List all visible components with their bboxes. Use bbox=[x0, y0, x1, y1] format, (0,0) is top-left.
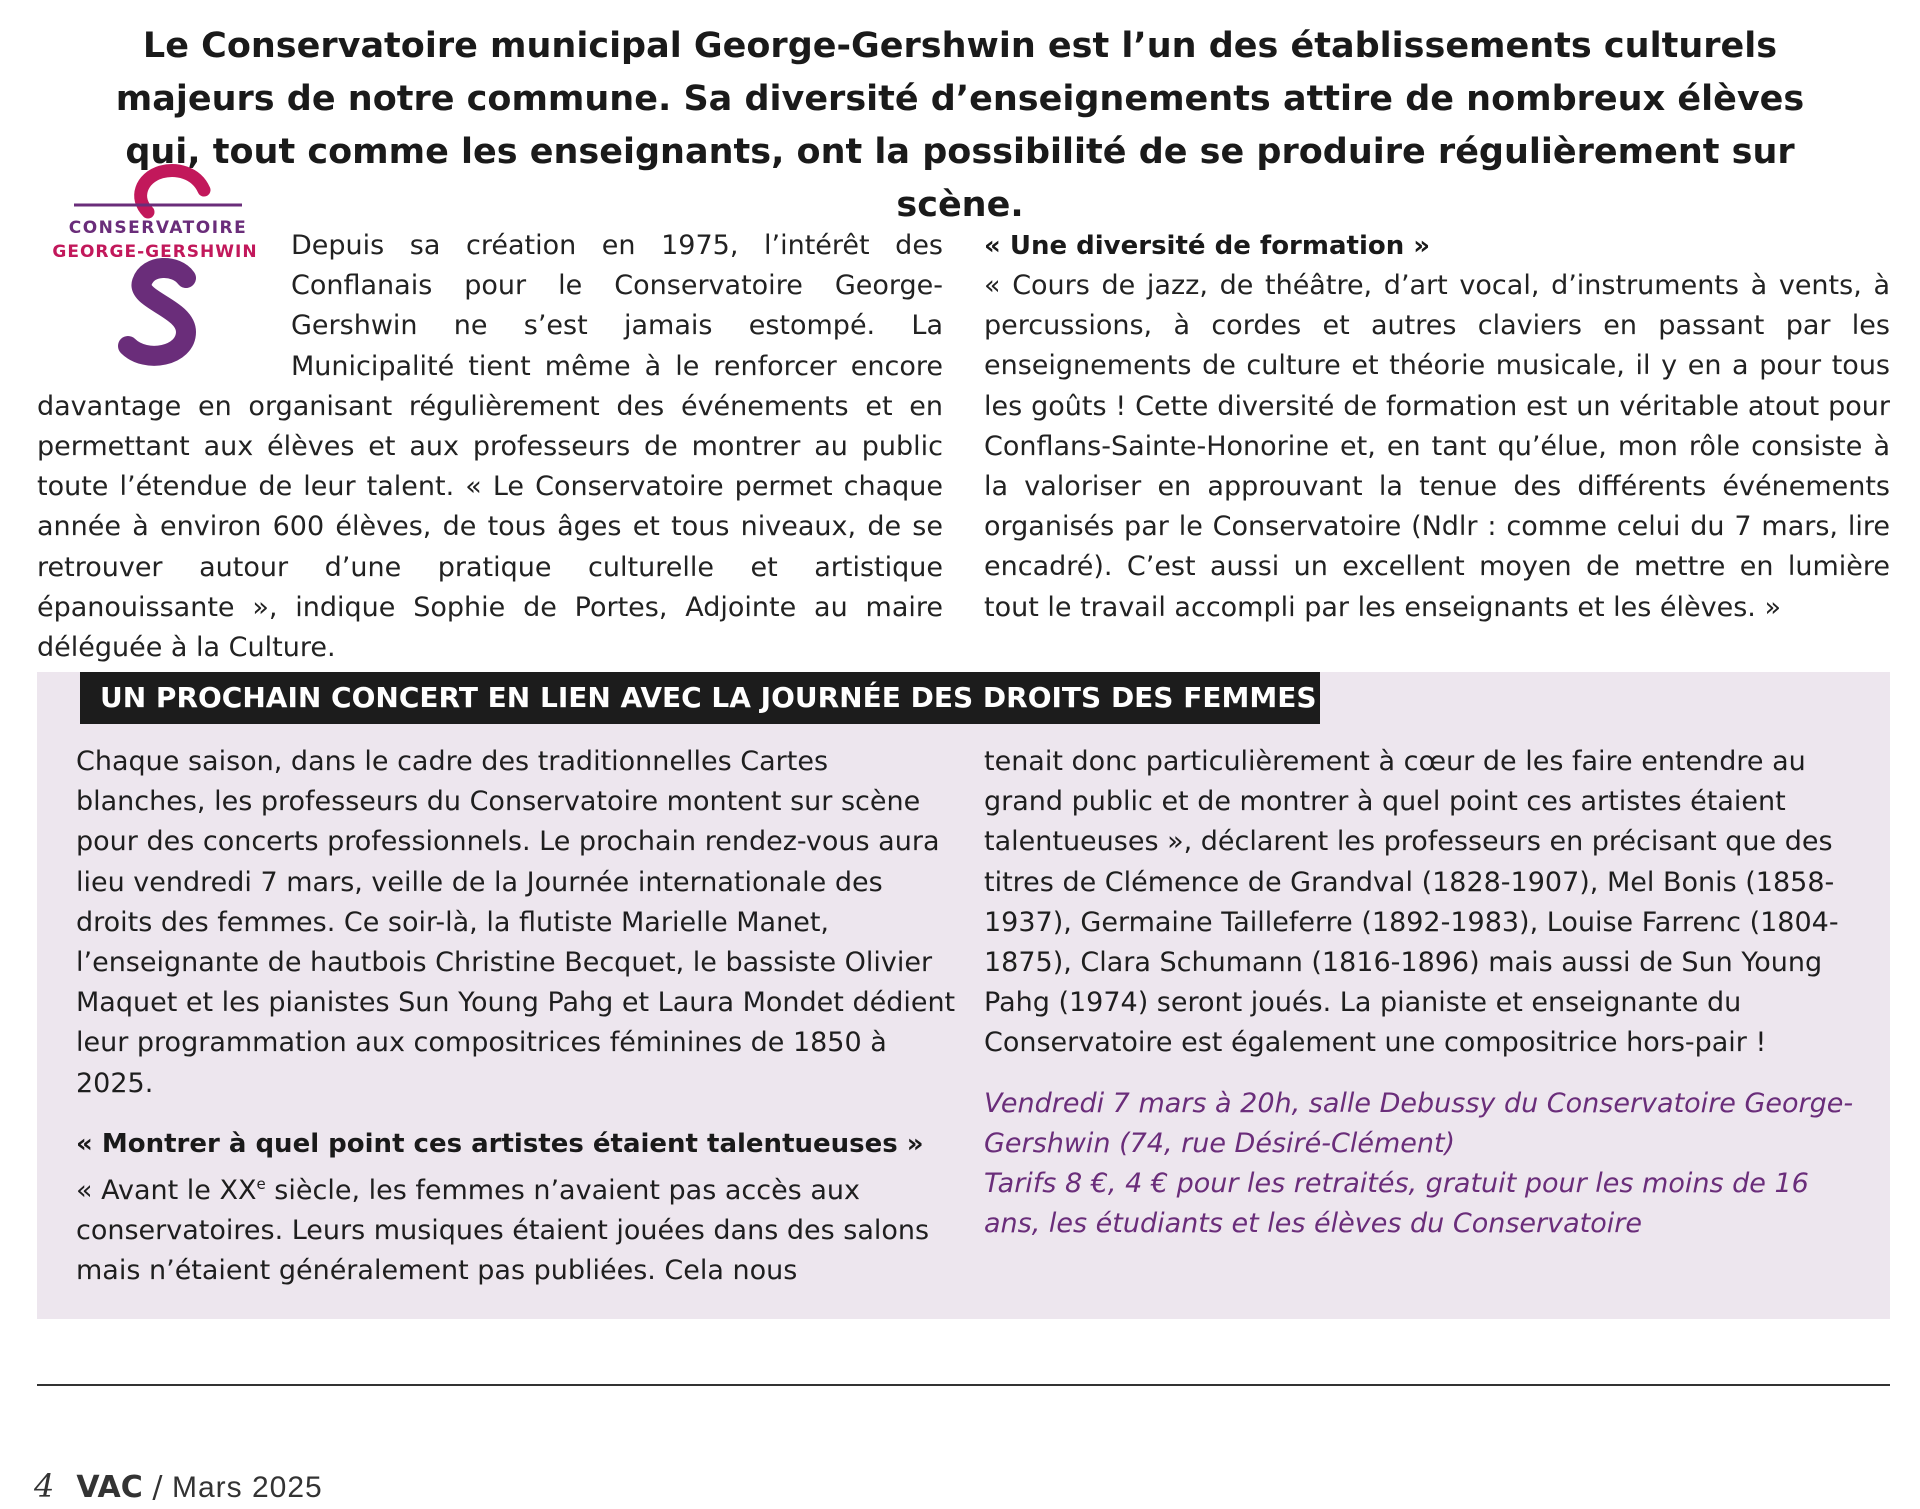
logo-line1: CONSERVATOIRE bbox=[68, 218, 248, 238]
concert-box bbox=[37, 672, 1890, 1319]
box-right-column bbox=[984, 742, 1864, 1244]
magazine-name: VAC bbox=[76, 1470, 143, 1505]
lead-paragraph: Le Conservatoire municipal George-Gershwin est l’un des établissements culturels majeurs de notre commune. Sa diversité d’enseignements attire de nombreux élèves qui, tout comme les enseignants, ont la possibilité de se produire régulièrement sur scène. bbox=[115, 26, 1805, 225]
box-title: UN PROCHAIN CONCERT EN LIEN AVEC LA JOURNÉE DES DROITS DES FEMMES bbox=[80, 672, 1320, 724]
box-paragraph-3: tenait donc particulièrement à cœur de les faire entendre au grand public et de montrer à quel point ces artistes étaient talentueuses », déclarent les professeurs en précisant que des titres de Clémence de Grandval (1828-1907), Mel Bonis (1858-1937), Germaine Tailleferre (1892-1983), Louise Farrenc (1804-1875), Clara Schumann (1816-1896) mais aussi de Sun Young Pahg (1974) seront joués. La pianiste et enseignante du Conservatoire est également une compositrice hors-pair ! bbox=[984, 746, 1839, 1059]
right-heading: « Une diversité de formation » bbox=[984, 231, 1431, 261]
logo-line2: GEORGE-GERSHWIN bbox=[52, 242, 258, 262]
box-p2-start: « Avant le XX bbox=[76, 1174, 257, 1206]
footer-separator: / bbox=[142, 1470, 172, 1505]
box-p2-end: siècle, les femmes n’avaient pas accès aux conservatoires. Leurs musiques étaient jouées dans des salons mais n’étaient généralement pas publiées. Cela nous bbox=[76, 1174, 930, 1287]
logo-spacer bbox=[37, 226, 291, 386]
event-info-time-place: Vendredi 7 mars à 20h, salle Debussy du Conservatoire George-Gershwin (74, rue Désiré-Clément) bbox=[984, 1087, 1854, 1159]
right-body: « Cours de jazz, de théâtre, d’art vocal, d’instruments à vents, à percussions, à cordes et autres claviers en passant par les enseignements de culture et théorie musicale, il y en a pour tous les goûts ! Cette diversité de formation est un véritable atout pour Conflans-Sainte-Honorine et, en tant qu’élue, mon rôle consiste à la valoriser en approuvant la tenue des différents événements organisés par le Conservatoire (Ndlr : comme celui du 7 mars, lire encadré). C’est aussi un excellent moyen de mettre en lumière tout le travail accompli par les enseignants et les élèves. » bbox=[984, 270, 1890, 623]
intro-column bbox=[37, 226, 943, 668]
footer-divider bbox=[37, 1384, 1890, 1386]
footer bbox=[34, 1468, 323, 1506]
event-info-prices: Tarifs 8 €, 4 € pour les retraités, gratuit pour les moins de 16 ans, les étudiants et les élèves du Conservatoire bbox=[984, 1168, 1809, 1240]
intro-text: Depuis sa création en 1975, l’intérêt des Conflanais pour le Conservatoire George-Gershwin ne s’est jamais estompé. La Municipalité tient même à le renforcer encore davantage en organisant régulièrement des événements et en permettant aux élèves et aux professeurs de montrer au public toute l’étendue de leur talent. « Le Conservatoire permet chaque année à environ 600 élèves, de tous âges et tous niveaux, de se retrouver autour d’une pratique culturelle et artistique épanouissante », indique Sophie de Portes, Adjointe au maire déléguée à la Culture. bbox=[37, 230, 943, 664]
right-column bbox=[984, 226, 1890, 628]
box-left-column bbox=[76, 742, 966, 1291]
issue-date: Mars 2025 bbox=[171, 1471, 323, 1504]
box-paragraph-1: Chaque saison, dans le cadre des traditionnelles Cartes blanches, les professeurs du Conservatoire montent sur scène pour des concerts professionnels. Le prochain rendez-vous aura lieu vendredi 7 mars, veille de la Journée internationale des droits des femmes. Ce soir-là, la flutiste Marielle Manet, l’enseignante de hautbois Christine Becquet, le bassiste Olivier Maquet et les pianistes Sun Young Pahg et Laura Mondet dédient leur programmation aux compositrices féminines de 1850 à 2025. bbox=[76, 746, 956, 1099]
page-number: 4 bbox=[34, 1467, 55, 1505]
box-heading-2: « Montrer à quel point ces artistes étaient talentueuses » bbox=[76, 1128, 924, 1159]
box-paragraph-2 bbox=[76, 1164, 966, 1292]
box-p2-sup: e bbox=[256, 1174, 266, 1193]
